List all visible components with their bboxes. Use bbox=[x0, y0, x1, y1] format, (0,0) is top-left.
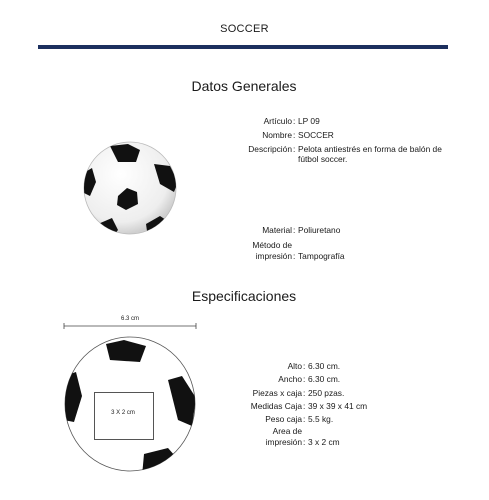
dimension-label: 6.3 cm bbox=[120, 316, 139, 322]
print-area-label: 3 X 2 cm bbox=[111, 410, 135, 416]
header-divider bbox=[38, 45, 448, 49]
print-area-box bbox=[94, 392, 154, 440]
specs-title: Especificaciones bbox=[191, 288, 297, 304]
general-title: Datos Generales bbox=[191, 78, 297, 94]
header-title: SOCCER bbox=[220, 23, 269, 35]
soccer-ball-photo bbox=[82, 140, 178, 236]
